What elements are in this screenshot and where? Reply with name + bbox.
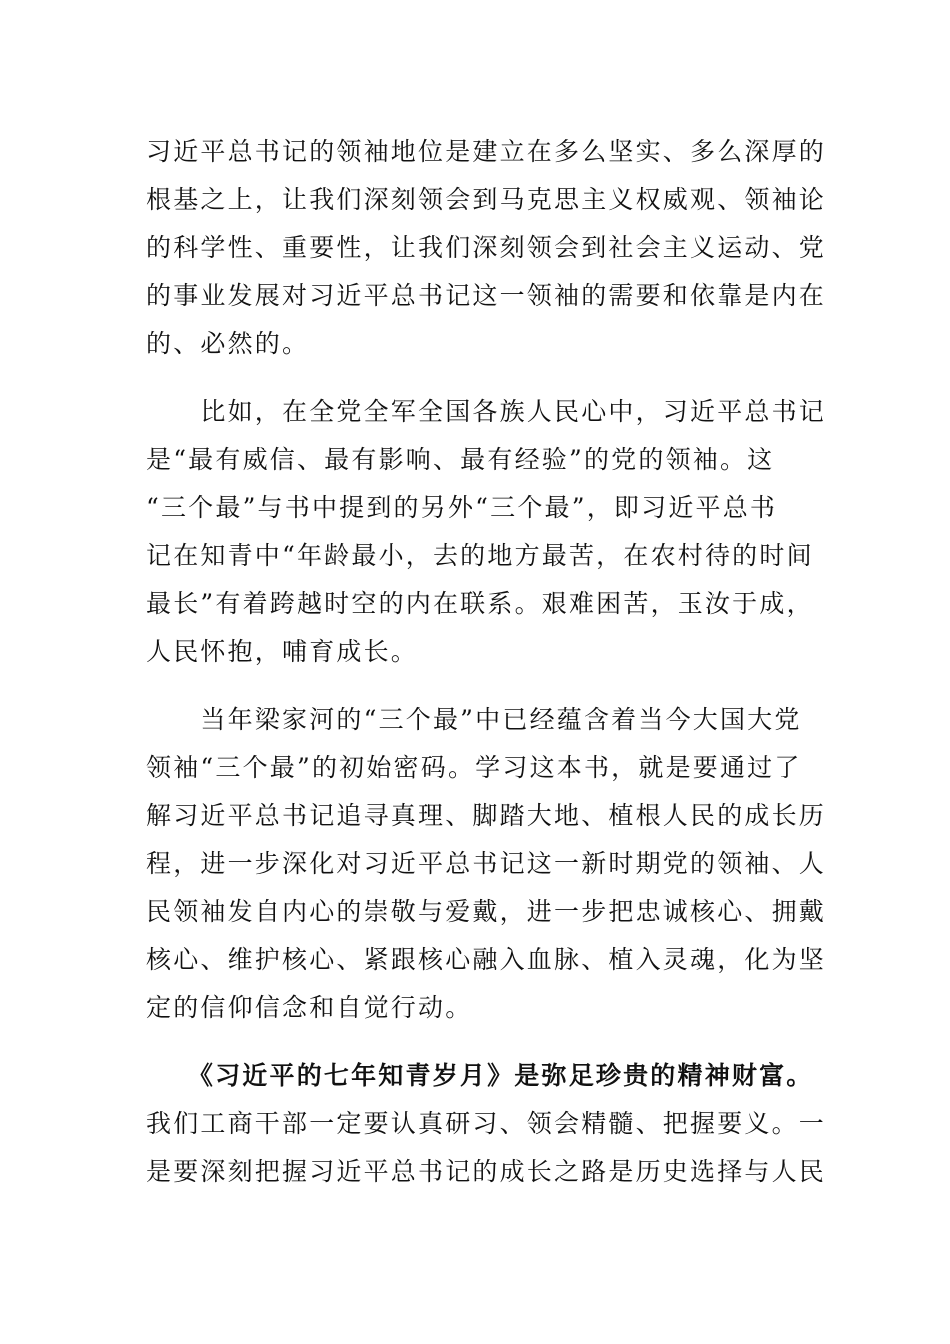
text-line: 记在知青中“年龄最小，去的地方最苦，在农村待的时间 [146, 541, 814, 570]
text-line: 核心、维护核心、紧跟核心融入血脉、植入灵魂，化为坚 [146, 945, 827, 974]
text-line: 是“最有威信、最有影响、最有经验”的党的领袖。这 [146, 445, 775, 474]
text-line: “三个最”与书中提到的另外“三个最”，即习近平总书 [146, 493, 778, 522]
text-line: 解习近平总书记追寻真理、脚踏大地、植根人民的成长历 [146, 801, 827, 830]
text-line: 民领袖发自内心的崇敬与爱戴，进一步把忠诚核心、拥戴 [146, 897, 827, 926]
text-line: 程，进一步深化对习近平总书记这一新时期党的领袖、人 [146, 849, 827, 878]
text-line: 根基之上，让我们深刻领会到马克思主义权威观、领袖论 [146, 185, 827, 214]
text-line: 定的信仰信念和自觉行动。 [146, 993, 473, 1022]
text-line: 是要深刻把握习近平总书记的成长之路是历史选择与人民 [146, 1157, 827, 1186]
text-line: 当年梁家河的“三个最”中已经蕴含着当今大国大党 [146, 705, 802, 734]
text-line: 习近平总书记的领袖地位是建立在多么坚实、多么深厚的 [146, 137, 827, 166]
text-line: 的事业发展对习近平总书记这一领袖的需要和依靠是内在 [146, 281, 827, 310]
text-line: 比如，在全党全军全国各族人民心中，习近平总书记 [146, 397, 827, 426]
text-line: 最长”有着跨越时空的内在联系。艰难困苦，玉汝于成， [146, 589, 814, 618]
paragraph-3 [146, 696, 827, 1032]
document-page [146, 128, 827, 1196]
text-line: 的科学性、重要性，让我们深刻领会到社会主义运动、党 [146, 233, 827, 262]
bold-lead-sentence: 《习近平的七年知青岁月》是弥足珍贵的精神财富。 [146, 1061, 814, 1090]
text-line: 人民怀抱，哺育成长。 [146, 637, 419, 666]
text-line: 领袖“三个最”的初始密码。学习这本书，就是要通过了 [146, 753, 802, 782]
paragraph-4 [146, 1052, 827, 1196]
text-line: 我们工商干部一定要认真研习、领会精髓、把握要义。一 [146, 1109, 827, 1138]
text-line: 的、必然的。 [146, 329, 310, 358]
paragraph-2 [146, 388, 827, 676]
paragraph-1 [146, 128, 827, 368]
